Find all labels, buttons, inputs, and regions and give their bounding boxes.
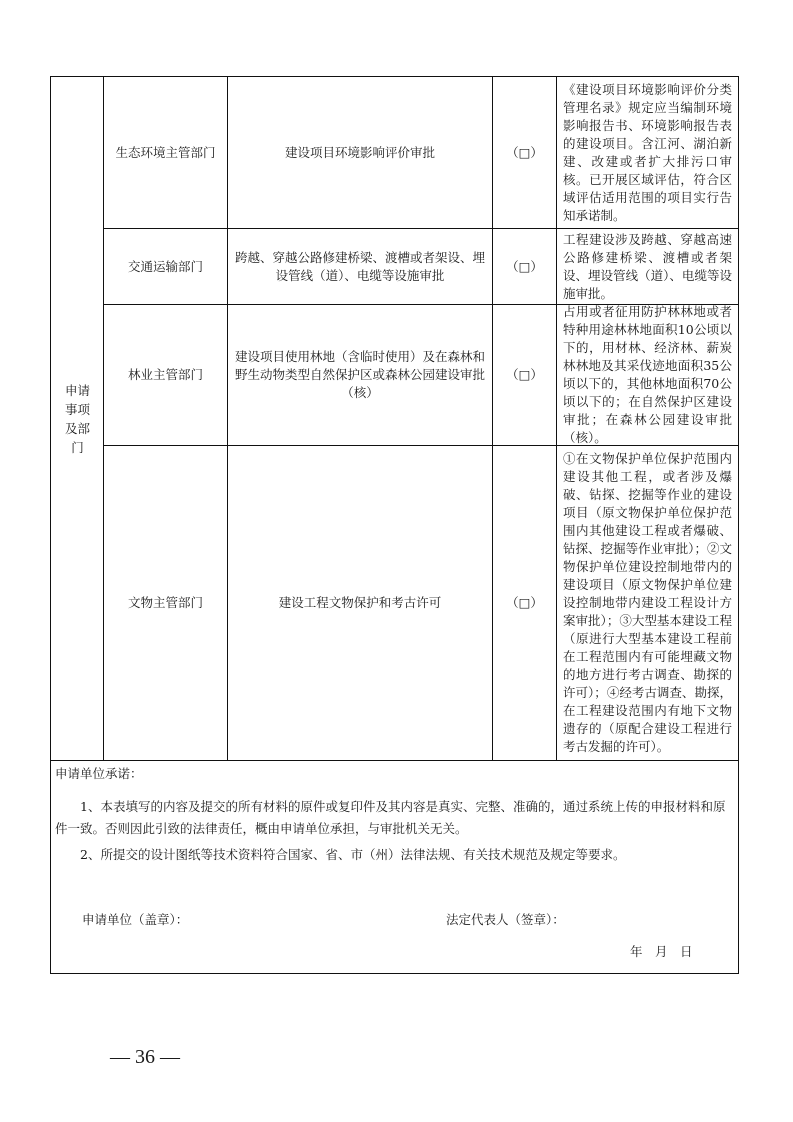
checkbox-label: （□） <box>506 144 543 160</box>
checkbox[interactable] <box>493 446 556 760</box>
approval-item-cell <box>228 77 492 228</box>
checkbox[interactable] <box>493 305 556 445</box>
table-row <box>104 446 227 760</box>
scope-cell <box>557 446 738 760</box>
approval-item: 跨越、穿越公路修建桥梁、渡槽或者架设、埋设管线（道）、电缆等设施审批 <box>234 249 485 283</box>
department-name: 生态环境主管部门 <box>115 144 216 160</box>
checkbox[interactable] <box>493 229 556 304</box>
scope-text: 占用或者征用防护林林地或者特种用途林林地面积10公顷以下的，用材林、经济林、薪炭林林地及其采伐迹地面积35公顷以下的，其他林地面积70公顷以下的；在自然保护区建设审批；在森林公园建设审批（核）。 <box>563 304 732 445</box>
department-name: 交通运输部门 <box>127 258 203 274</box>
scope-cell <box>557 305 738 445</box>
approval-item-cell <box>228 305 492 445</box>
scope-cell <box>557 77 738 228</box>
applicant-seal-label: 申请单位（盖章）： <box>82 912 189 927</box>
legal-representative-label: 法定代表人（签章）： <box>446 912 565 927</box>
table-row <box>104 229 227 304</box>
checkbox-label: （□） <box>506 595 543 610</box>
checkbox-label: （□） <box>506 367 543 382</box>
approval-item-cell <box>228 229 492 304</box>
approval-item-cell <box>228 446 492 760</box>
commitment-paragraph-2: 2、所提交的设计图纸等技术资料符合国家、省、市（州）法律法规、有关技术规范及规定等要求。 <box>80 847 626 862</box>
commitment-title: 申请单位承诺： <box>55 766 143 781</box>
scope-text: 工程建设涉及跨越、穿越高速公路修建桥梁、渡槽或者架设、埋设管线（道）、电缆等设施审批。 <box>563 231 732 301</box>
date-label: 年 月 日 <box>630 944 693 959</box>
scope-text: ①在文物保护单位保护范围内建设其他工程，或者涉及爆破、钻探、挖掘等作业的建设项目（原文物保护单位保护范围内其他建设工程或者爆破、钻探、挖掘等作业审批）；②文物保护单位建设控制地带内的建设项目（原文物保护单位建设控制地带内建设工程设计方案审批）；③大型基本建设工程（原进行大型基本建设工程前在工程范围内有可能埋藏文物的地方进行考古调查、勘探的许可）；④经考古调查、勘探，在工程建设范围内有地下文物遗存的（原配合建设工程进行考古发掘的许可）。 <box>563 451 732 754</box>
scope-cell <box>557 229 738 304</box>
approval-item: 建设工程文物保护和考古许可 <box>278 595 442 610</box>
checkbox-label: （□） <box>506 258 543 274</box>
approval-item: 建设项目使用林地（含临时使用）及在森林和野生动物类型自然保护区或森林公园建设审批（核） <box>234 349 485 400</box>
checkbox[interactable] <box>493 77 556 228</box>
section-label-text: 申请事项及部门 <box>64 382 90 455</box>
table-row <box>104 305 227 445</box>
commitment-paragraph-1: 1、本表填写的内容及提交的所有材料的原件或复印件及其内容是真实、完整、准确的，通过系统上传的申报材料和原件一致。否则因此引致的法律责任，概由申请单位承担，与审批机关无关。 <box>55 799 726 836</box>
scope-text: 《建设项目环境影响评价分类管理名录》规定应当编制环境影响报告书、环境影响报告表的建设项目。含江河、湖泊新建、改建或者扩大排污口审核。已开展区域评估，符合区域评估适用范围的项目实行告知承诺制。 <box>563 81 732 223</box>
table-divider <box>51 760 738 761</box>
page-number: — 36 — <box>110 1046 180 1068</box>
section-label <box>52 77 103 760</box>
department-name: 林业主管部门 <box>127 367 203 382</box>
department-name: 文物主管部门 <box>127 595 203 610</box>
approval-item: 建设项目环境影响评价审批 <box>284 144 435 160</box>
table-row <box>104 77 227 228</box>
